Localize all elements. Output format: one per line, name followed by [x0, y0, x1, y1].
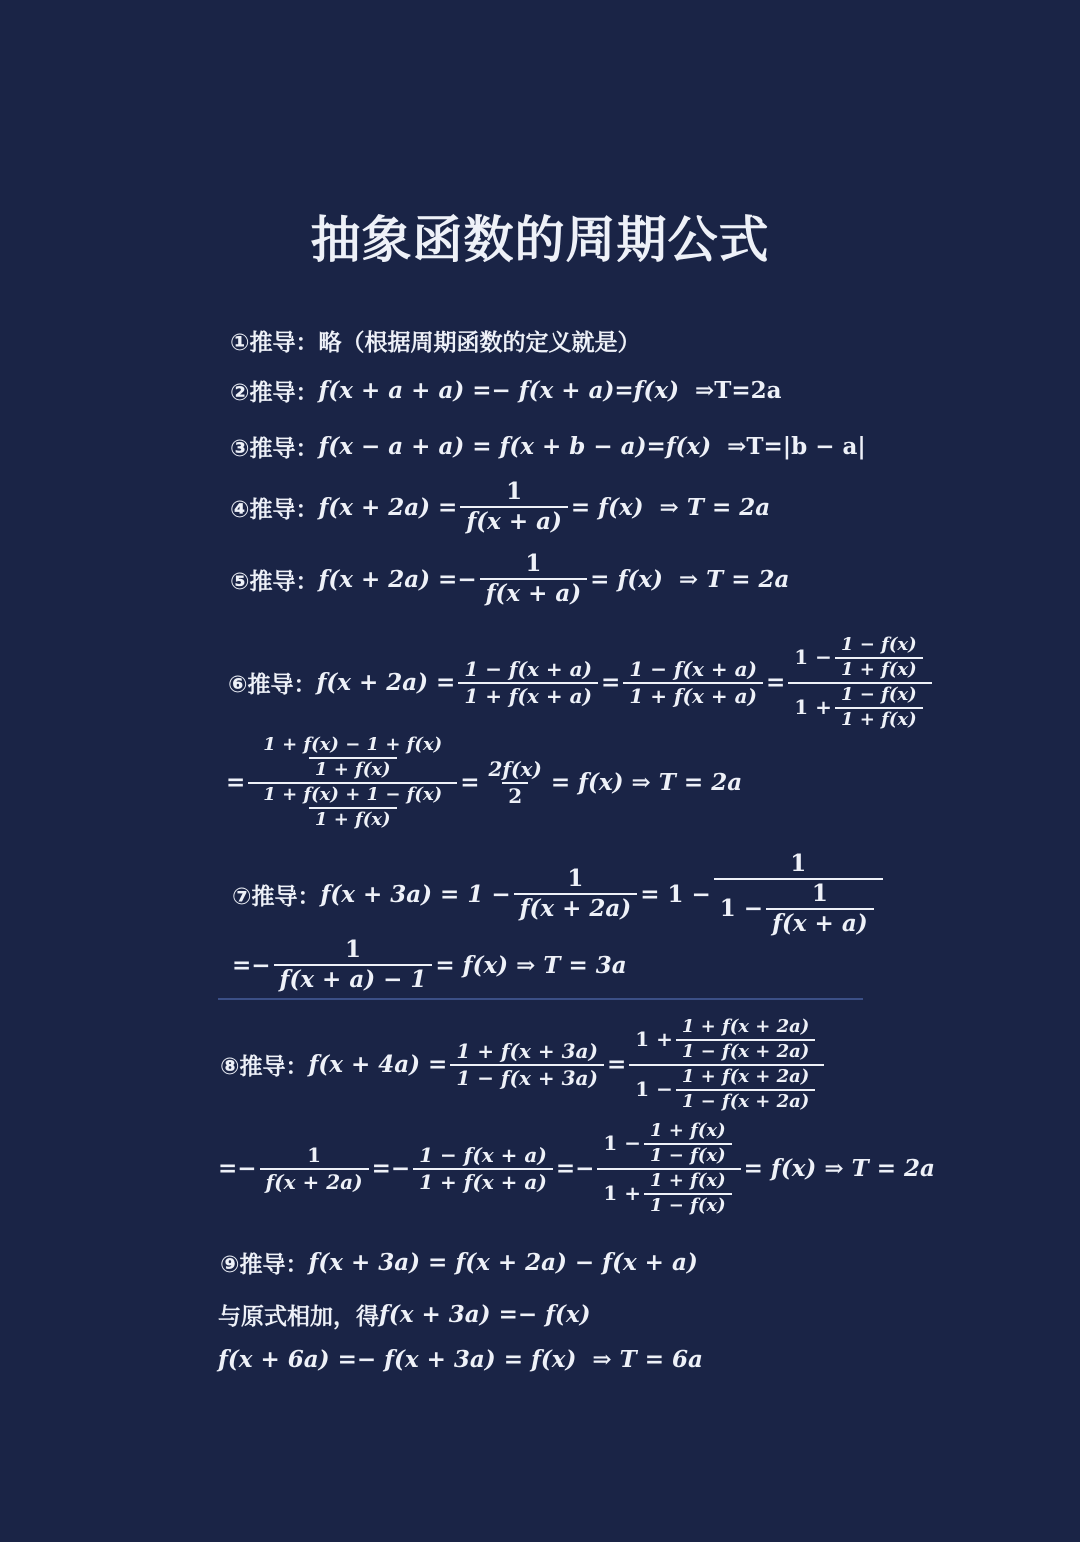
- derivation-7: [232, 852, 886, 936]
- derivation-8-lhs: f(x + 4a) =: [308, 1051, 448, 1079]
- fraction-denominator: 2: [502, 782, 528, 807]
- derivation-3-result: ⇒T=|b − a|: [727, 433, 866, 460]
- fraction-numerator: 1: [506, 478, 523, 505]
- derivation-8-result: = f(x) ⇒ T = 2a: [743, 1155, 935, 1183]
- nested-fraction: [835, 636, 923, 680]
- derivation-9-final: [218, 1346, 703, 1373]
- equals-minus: =−: [555, 1155, 595, 1183]
- derivation-6-label: ⑥推导：: [228, 672, 317, 699]
- complex-numerator: [248, 736, 457, 782]
- fraction-denominator: 1 + f(x): [835, 707, 923, 730]
- complex-denominator: [248, 782, 457, 830]
- derivation-7-complex-fraction: [714, 852, 883, 936]
- complex-numerator: [788, 636, 931, 682]
- derivation-2-label: ②推导：: [230, 380, 319, 406]
- fraction-denominator: 1 − f(x): [644, 1143, 732, 1166]
- derivation-5: [230, 552, 789, 606]
- derivation-7-fraction-2: [274, 938, 433, 992]
- complex-denominator: [597, 1168, 740, 1216]
- derivation-7-mid: = 1 −: [640, 880, 711, 908]
- fraction-denominator: 1 − f(x + 3a): [450, 1064, 604, 1089]
- derivation-5-result: ⇒ T = 2a: [678, 565, 790, 593]
- derivation-7-fraction-1: [514, 867, 638, 921]
- numerator-prefix: 1 −: [603, 1131, 641, 1156]
- derivation-9-final-expr: f(x + 6a) =− f(x + 3a) = f(x): [218, 1346, 577, 1373]
- fraction-numerator: 1: [811, 880, 828, 908]
- derivation-7-continued: [232, 938, 627, 992]
- numerator-prefix: 1 −: [794, 645, 832, 670]
- fraction-numerator: 1 + f(x + 2a): [681, 1016, 810, 1037]
- fraction-denominator: 1 − f(x + 2a): [676, 1089, 815, 1112]
- derivation-5-label: ⑤推导：: [230, 568, 319, 595]
- fraction-denominator: f(x + a): [460, 506, 568, 534]
- derivation-4-lhs: f(x + 2a) =: [318, 493, 458, 521]
- fraction-denominator: f(x + 2a): [514, 893, 638, 921]
- fraction-numerator: 1: [525, 550, 542, 577]
- complex-numerator: [629, 1018, 824, 1064]
- derivation-6-fraction-3: [482, 756, 547, 808]
- fraction-numerator: 2f(x): [488, 756, 542, 781]
- derivation-6-lhs: f(x + 2a) =: [316, 669, 456, 697]
- fraction-denominator: 1 − f(x + 2a): [676, 1039, 815, 1062]
- derivation-6-result: = f(x) ⇒ T = 2a: [550, 769, 743, 797]
- fraction-denominator: 1 + f(x): [309, 757, 397, 780]
- fraction-numerator: 1 − f(x): [840, 634, 917, 655]
- derivation-6-complex-fraction: [788, 636, 931, 730]
- fraction-denominator: 1 + f(x + a): [623, 682, 763, 707]
- fraction-numerator: 1 + f(x): [650, 1169, 726, 1191]
- fraction-numerator: 1 + f(x): [650, 1120, 726, 1141]
- derivation-5-fraction: [480, 552, 588, 606]
- derivation-6-fraction-2: [623, 656, 763, 708]
- derivation-3-expr: f(x − a + a) = f(x + b − a)=f(x): [318, 433, 712, 460]
- nested-fraction: [257, 736, 448, 780]
- derivation-9-sum-expr: f(x + 3a) =− f(x): [379, 1301, 591, 1328]
- fraction-denominator: 1 + f(x): [835, 657, 923, 680]
- derivation-6: ⑥推导： f(x + 2a) = $\frac{1 - f(x + a)}{1 + f(x + a)}$ = $\frac{1 - f(x + a)}{1 + f(x + a)}$ = 1 − $\frac{1 - f(x)}{1 + f(x)}$ 1 + $\frac{1 - f(x)}{1 + f(x)}$: [228, 636, 935, 730]
- derivation-7-result: = f(x) ⇒ T = 3a: [435, 951, 627, 979]
- derivation-9-expr: f(x + 3a) = f(x + 2a) − f(x + a): [308, 1249, 698, 1276]
- equals-minus: =−: [371, 1155, 411, 1183]
- derivation-1-label: ①推导：略（根据周期函数的定义就是）: [230, 330, 641, 356]
- fraction-numerator: 1: [344, 936, 361, 963]
- derivation-7-lhs: f(x + 3a) = 1 −: [320, 880, 511, 908]
- denominator-prefix: 1 +: [794, 695, 832, 720]
- derivation-6-complex-fraction-2: [248, 736, 457, 830]
- equals-sign: =: [226, 769, 246, 797]
- derivation-4-rhs: = f(x): [570, 493, 644, 521]
- derivation-8-fraction-3: [413, 1142, 553, 1194]
- derivation-9-sum: [218, 1298, 591, 1331]
- derivation-1: [230, 324, 640, 357]
- complex-denominator: [714, 878, 883, 936]
- derivation-8-complex-fraction: [629, 1018, 824, 1112]
- fraction-numerator: 1 − f(x + a): [629, 656, 758, 681]
- fraction-numerator: 1 − f(x + a): [419, 1142, 547, 1167]
- nested-fraction: [766, 882, 874, 936]
- complex-denominator: [788, 682, 931, 730]
- derivation-7-label: ⑦推导：: [232, 883, 321, 910]
- nested-fraction: [676, 1018, 815, 1062]
- derivation-9-label: ⑨推导：: [220, 1252, 309, 1278]
- derivation-4-fraction: [460, 480, 568, 534]
- derivation-8-complex-fraction-2: [597, 1122, 740, 1216]
- derivation-9: [220, 1246, 698, 1279]
- nested-fraction: [644, 1122, 732, 1166]
- denominator-prefix: 1 −: [635, 1077, 673, 1102]
- nested-fraction: [644, 1169, 732, 1216]
- derivation-6-fraction-1: [458, 656, 598, 708]
- denominator-prefix: 1 +: [603, 1181, 641, 1206]
- fraction-numerator: 1 + f(x) − 1 + f(x): [263, 734, 443, 755]
- derivation-6-continued: = $\frac{\frac{1 + f(x) - 1 + f(x)}{1 + f(x)}}{\frac{1 + f(x) + 1 - f(x)}{1 + f(x)}}$ = $\frac{2f(x)}{2}$ = f(x) ⇒ T = 2a: [226, 734, 743, 830]
- derivation-2-expr: f(x + a + a) =− f(x + a)=f(x): [318, 377, 679, 404]
- fraction-denominator: f(x + a) − 1: [274, 964, 433, 992]
- fraction-denominator: f(x + a): [766, 908, 874, 936]
- equals-minus: =−: [232, 951, 271, 979]
- fraction-numerator: 1 − f(x): [840, 683, 917, 705]
- nested-fraction: [835, 683, 923, 730]
- fraction-denominator: 1 + f(x + a): [413, 1168, 553, 1193]
- complex-denominator: [629, 1064, 824, 1112]
- section-divider: [218, 998, 863, 1000]
- derivation-8-fraction-1: [450, 1038, 604, 1090]
- derivation-8-label: ⑧推导：: [220, 1054, 309, 1081]
- derivation-3-label: ③推导：: [230, 436, 319, 462]
- derivation-4: [230, 480, 770, 534]
- fraction-numerator: 1 + f(x + 2a): [681, 1065, 810, 1087]
- fraction-denominator: f(x + 2a): [260, 1168, 369, 1193]
- fraction-numerator: 1: [790, 850, 807, 877]
- derivation-4-result: ⇒ T = 2a: [659, 493, 771, 521]
- fraction-numerator: 1: [567, 865, 584, 893]
- derivation-8-continued: [218, 1122, 935, 1216]
- nested-fraction: [676, 1065, 815, 1112]
- fraction-denominator: 1 + f(x): [309, 807, 397, 830]
- equals-minus: =−: [218, 1155, 257, 1183]
- derivation-9-sum-label: 与原式相加，得: [218, 1304, 379, 1330]
- numerator-prefix: 1 +: [635, 1027, 673, 1052]
- derivation-8: ⑧推导： f(x + 4a) = $\frac{1 + f(x + 3a)}{1 - f(x + 3a)}$ = 1 + $\frac{1 + f(x + 2a)}{1 - f(x + 2a)}$ 1 − $\frac{1 + f(x + 2a)}{1 - f(x + 2a)}$: [220, 1018, 827, 1112]
- derivation-4-label: ④推导：: [230, 496, 319, 523]
- denominator-prefix: 1 −: [719, 895, 764, 923]
- derivation-5-lhs: f(x + 2a) =−: [318, 565, 477, 593]
- fraction-numerator: 1 + f(x + 3a): [456, 1038, 598, 1063]
- derivation-3: [230, 430, 866, 463]
- page-title: 抽象函数的周期公式: [310, 211, 770, 269]
- nested-fraction: [257, 783, 448, 830]
- fraction-denominator: 1 + f(x + a): [458, 682, 598, 707]
- fraction-numerator: 1 + f(x) + 1 − f(x): [263, 783, 443, 805]
- derivation-2: [230, 374, 782, 407]
- derivation-5-rhs: = f(x): [590, 565, 663, 593]
- complex-numerator: [597, 1122, 740, 1168]
- derivation-9-final-result: ⇒ T = 6a: [592, 1346, 703, 1373]
- derivation-2-result: ⇒T=2a: [695, 377, 782, 404]
- derivation-8-fraction-2: [260, 1142, 369, 1194]
- fraction-numerator: 1 − f(x + a): [464, 656, 593, 681]
- fraction-denominator: f(x + a): [480, 578, 588, 606]
- fraction-denominator: 1 − f(x): [644, 1193, 732, 1216]
- fraction-numerator: 1: [307, 1142, 322, 1167]
